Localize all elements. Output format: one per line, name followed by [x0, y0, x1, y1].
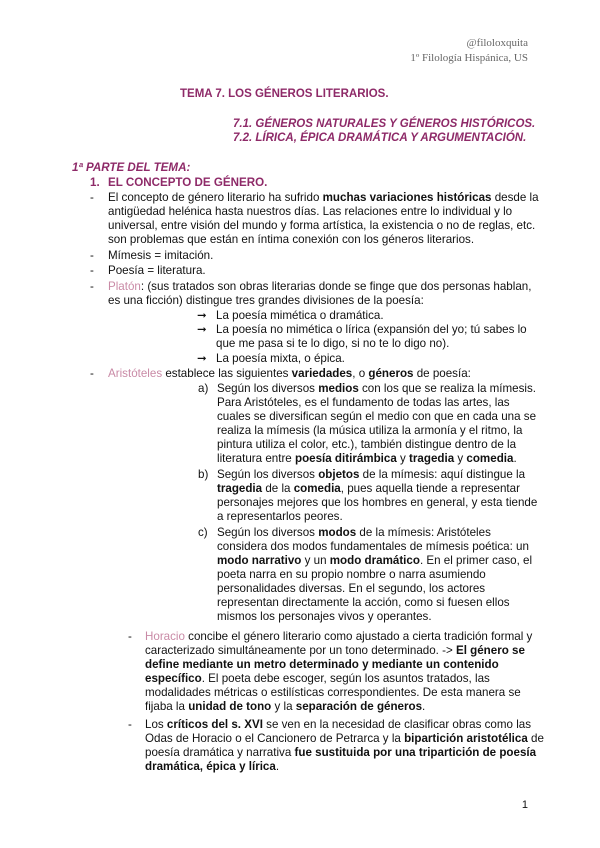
paragraph-line: personalidades diversas. En el segundo, los actores [217, 582, 486, 595]
page-number: 1 [521, 799, 528, 811]
paragraph-line: Según los diversos objetos de la mímesis: aquí distingue la [217, 468, 526, 481]
paragraph-line: Para Aristóteles, es el fundamento de todas las artes, las [217, 396, 510, 409]
paragraph-line: realiza la mímesis (la música utiliza la armonía y el ritmo, la [217, 424, 523, 437]
paragraph-line: son problemas que están en íntima conexión con los géneros literarios. [108, 233, 475, 246]
paragraph-line: modo narrativo y un modo dramático. En el primer caso, el [217, 554, 533, 567]
paragraph-line: fijaba la unidad de tono y la separación de géneros. [145, 700, 426, 713]
paragraph-line: define mediante un metro determinado y mediante un contenido [145, 658, 499, 671]
paragraph-line: Horacio concibe el género literario como ajustado a cierta tradición formal y [145, 630, 533, 643]
paragraph-line: personajes mejores que los hombres en general, y esta tiende [217, 496, 538, 509]
paragraph-line: considera dos modos fundamentales de mímesis poética: un [217, 540, 529, 553]
document-title: TEMA 7. LOS GÉNEROS LITERARIOS. [180, 88, 389, 100]
paragraph-line: El concepto de género literario ha sufrido muchas variaciones históricas desde la [108, 191, 539, 204]
bullet-dash: - [90, 264, 94, 277]
bullet-dash: - [128, 630, 132, 643]
paragraph-line: mismos los personajes vivos y operantes. [217, 610, 432, 623]
paragraph-line: antigüedad helénica hasta nuestros días. Las relaciones entre lo individual y lo [108, 205, 513, 218]
arrow-icon: ➞ [197, 309, 207, 322]
subtitle-7-1: 7.1. GÉNEROS NATURALES Y GÉNEROS HISTÓRICOS. [233, 118, 536, 130]
paragraph-line: Según los diversos medios con los que se realiza la mímesis. [217, 382, 536, 395]
paragraph-line: representan directamente la acción, como si fuesen ellos [217, 596, 510, 609]
arrow-item: La poesía mimética o dramática. [216, 309, 384, 322]
bullet-poesia: Poesía = literatura. [108, 264, 206, 277]
paragraph-line: universal, entre visión del mundo y forma artística, la existencia o no de reglas, etc. [108, 219, 536, 232]
section-number: 1. [90, 176, 100, 189]
bullet-mimesis: Mímesis = imitación. [108, 249, 214, 262]
paragraph-line: específico. El poeta debe escoger, según los asuntos tratados, las [145, 672, 490, 685]
name-horacio: Horacio [145, 630, 185, 643]
list-marker-c: c) [198, 526, 208, 539]
paragraph-line: Los críticos del s. XVI se ven en la necesidad de clasificar obras como las [145, 718, 532, 731]
paragraph-line: a representarlos peores. [217, 510, 343, 523]
list-marker-a: a) [198, 382, 209, 395]
arrow-item: La poesía no mimética o lírica (expansión del yo; tú sabes lo [216, 323, 527, 336]
name-aristoteles: Aristóteles [108, 367, 163, 380]
arrow-icon: ➞ [197, 352, 207, 365]
paragraph-line: literatura entre poesía ditirámbica y tragedia y comedia. [217, 452, 517, 465]
paragraph-line: caracterizado simultáneamente por un tono determinado. -> El género se [145, 644, 525, 657]
paragraph-line: cuales se diversifican según el medio con que en cada una se [217, 410, 537, 423]
subtitle-7-2: 7.2. LÍRICA, ÉPICA DRAMÁTICA Y ARGUMENTACIÓN. [233, 132, 527, 144]
paragraph-line: Odas de Horacio o el Cancionero de Petrarca y la bipartición aristotélica de [145, 732, 544, 745]
paragraph-line: modalidades métricas o estilísticas correspondientes. De esta manera se [145, 686, 521, 699]
header-course: 1º Filología Hispánica, US [410, 52, 528, 64]
paragraph-line: dramática, épica y lírica. [145, 760, 280, 773]
list-marker-b: b) [198, 468, 209, 481]
paragraph-line: tragedia de la comedia, pues aquella tiende a representar [217, 482, 520, 495]
name-platon: Platón [108, 280, 141, 293]
arrow-item: que me pasa si te lo digo, si no te lo digo no). [216, 337, 450, 350]
arrow-item: La poesía mixta, o épica. [216, 352, 345, 365]
paragraph-line: pintura utiliza el color, etc.), también distingue dentro de la [217, 438, 517, 451]
paragraph-line: Platón: (sus tratados son obras literarias donde se finge que dos personas hablan, [108, 280, 532, 293]
part-label: 1ª PARTE DEL TEMA: [72, 161, 191, 174]
bullet-dash: - [128, 718, 132, 731]
bullet-dash: - [90, 249, 94, 262]
header-handle: @filoloxquita [466, 37, 528, 49]
section-title: EL CONCEPTO DE GÉNERO. [108, 176, 268, 189]
arrow-icon: ➞ [197, 323, 207, 336]
bullet-dash: - [90, 367, 94, 380]
paragraph-line: poesía dramática y narrativa fue sustituida por una tripartición de poesía [145, 746, 537, 759]
paragraph-line: es una ficción) distingue tres grandes divisiones de la poesía: [108, 294, 424, 307]
bullet-dash: - [90, 280, 94, 293]
bullet-dash: - [90, 191, 94, 204]
paragraph-line: Según los diversos modos de la mímesis: Aristóteles [217, 526, 491, 539]
paragraph-line: poeta narra en su propio nombre o narra asumiendo [217, 568, 486, 581]
paragraph-line: Aristóteles establece las siguientes variedades, o géneros de poesía: [108, 367, 471, 380]
